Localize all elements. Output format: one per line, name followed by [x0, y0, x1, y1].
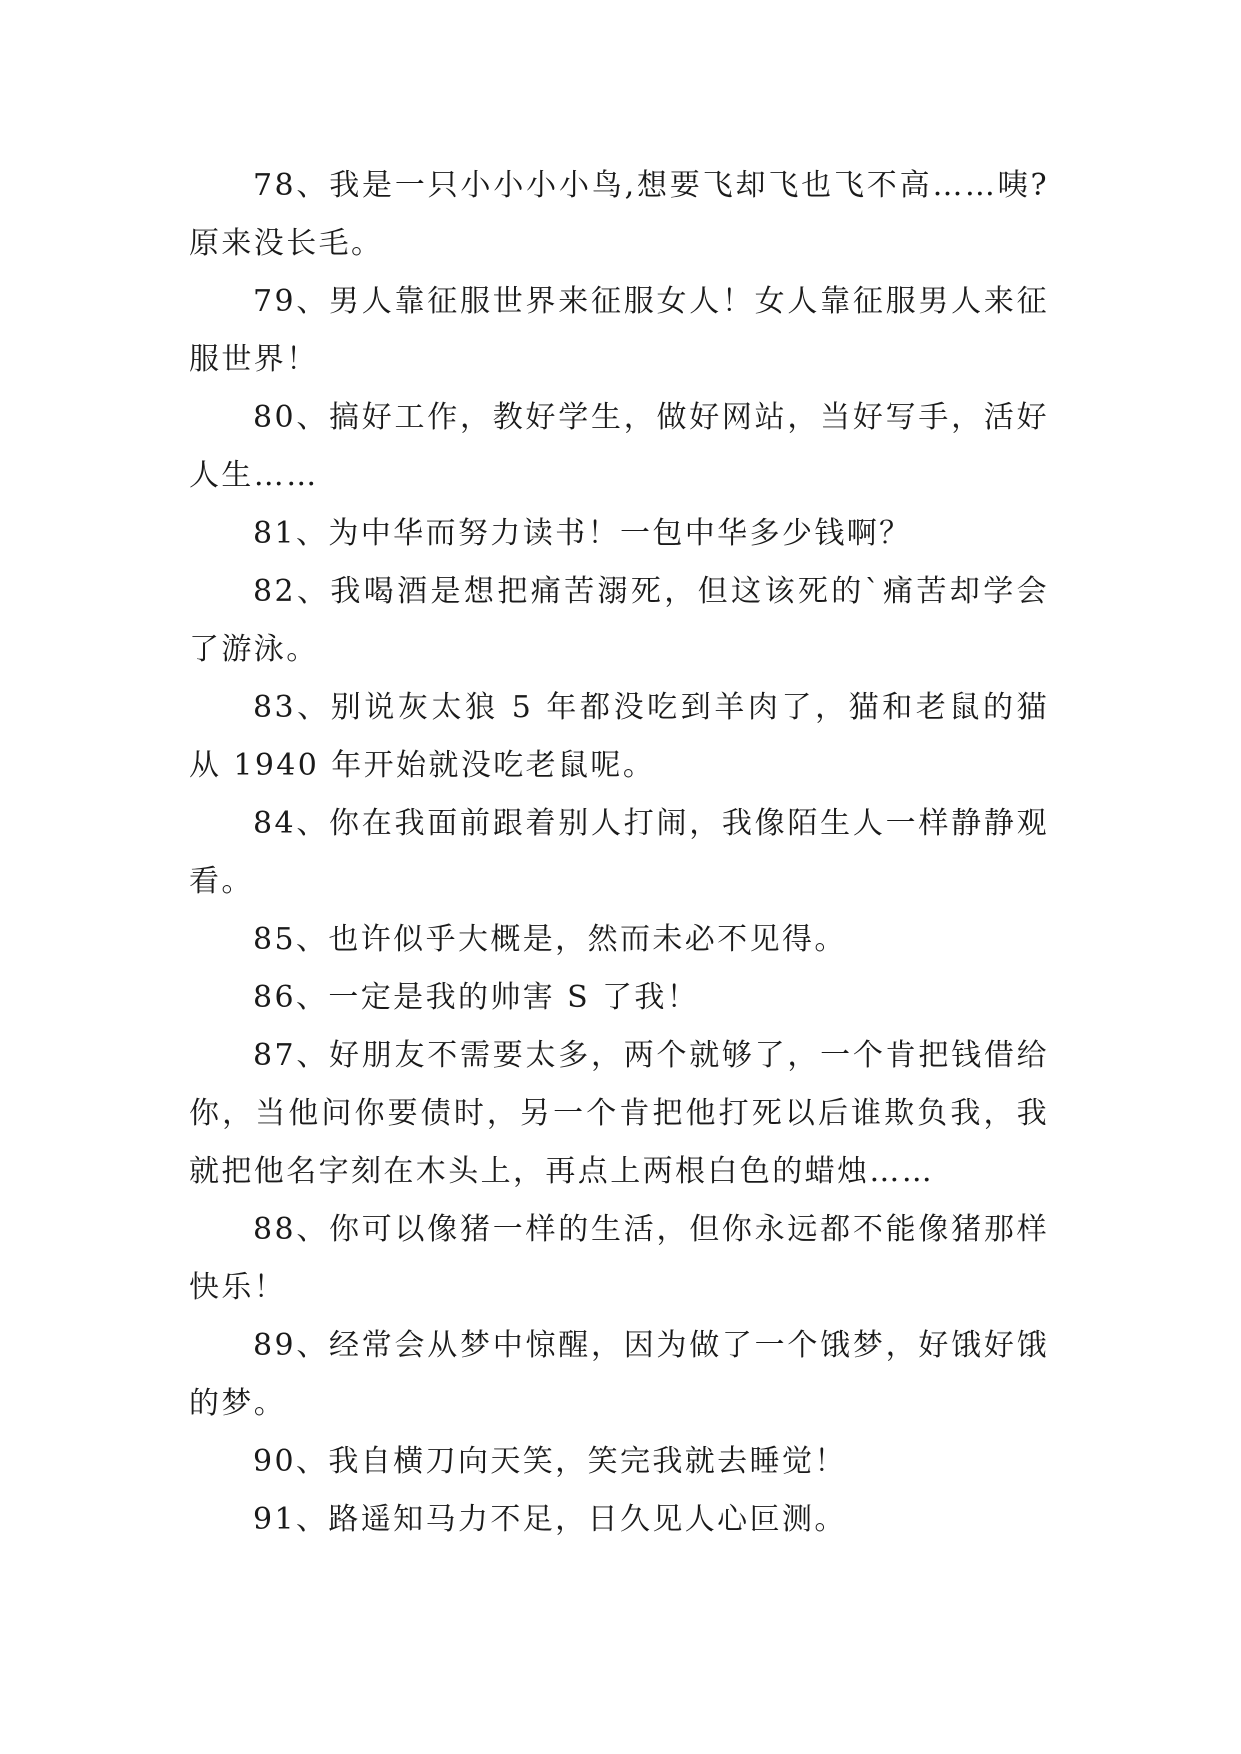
paragraph-78: 78、我是一只小小小小鸟,想要飞却飞也飞不高……咦?原来没长毛。 [189, 168, 1049, 261]
paragraph-80: 80、搞好工作，教好学生，做好网站，当好写手，活好人生…… [189, 400, 1049, 493]
paragraph-91: 91、路遥知马力不足，日久见人心叵测。 [253, 1502, 847, 1537]
paragraph-88: 88、你可以像猪一样的生活，但你永远都不能像猪那样快乐！ [189, 1212, 1049, 1305]
paragraph-87: 87、好朋友不需要太多，两个就够了，一个肯把钱借给你，当他问你要债时，另一个肯把他打死以后谁欺负我，我就把他名字刻在木头上，再点上两根白色的蜡烛…… [189, 1038, 1049, 1189]
paragraph-82: 82、我喝酒是想把痛苦溺死，但这该死的`痛苦却学会了游泳。 [189, 574, 1049, 667]
paragraph-90: 90、我自横刀向天笑，笑完我就去睡觉！ [253, 1444, 847, 1479]
paragraph-86: 86、一定是我的帅害 S 了我！ [253, 980, 700, 1015]
paragraph-79: 79、男人靠征服世界来征服女人！女人靠征服男人来征服世界！ [189, 284, 1049, 377]
paragraph-83: 83、别说灰太狼 5 年都没吃到羊肉了，猫和老鼠的猫从 1940 年开始就没吃老鼠呢。 [189, 690, 1049, 783]
paragraph-81: 81、为中华而努力读书！一包中华多少钱啊？ [253, 516, 912, 551]
document-body [189, 157, 1049, 1549]
paragraph-89: 89、经常会从梦中惊醒，因为做了一个饿梦，好饿好饿的梦。 [189, 1328, 1049, 1421]
paragraph-85: 85、也许似乎大概是，然而未必不见得。 [253, 922, 847, 957]
paragraph-84: 84、你在我面前跟着别人打闹，我像陌生人一样静静观看。 [189, 806, 1049, 899]
